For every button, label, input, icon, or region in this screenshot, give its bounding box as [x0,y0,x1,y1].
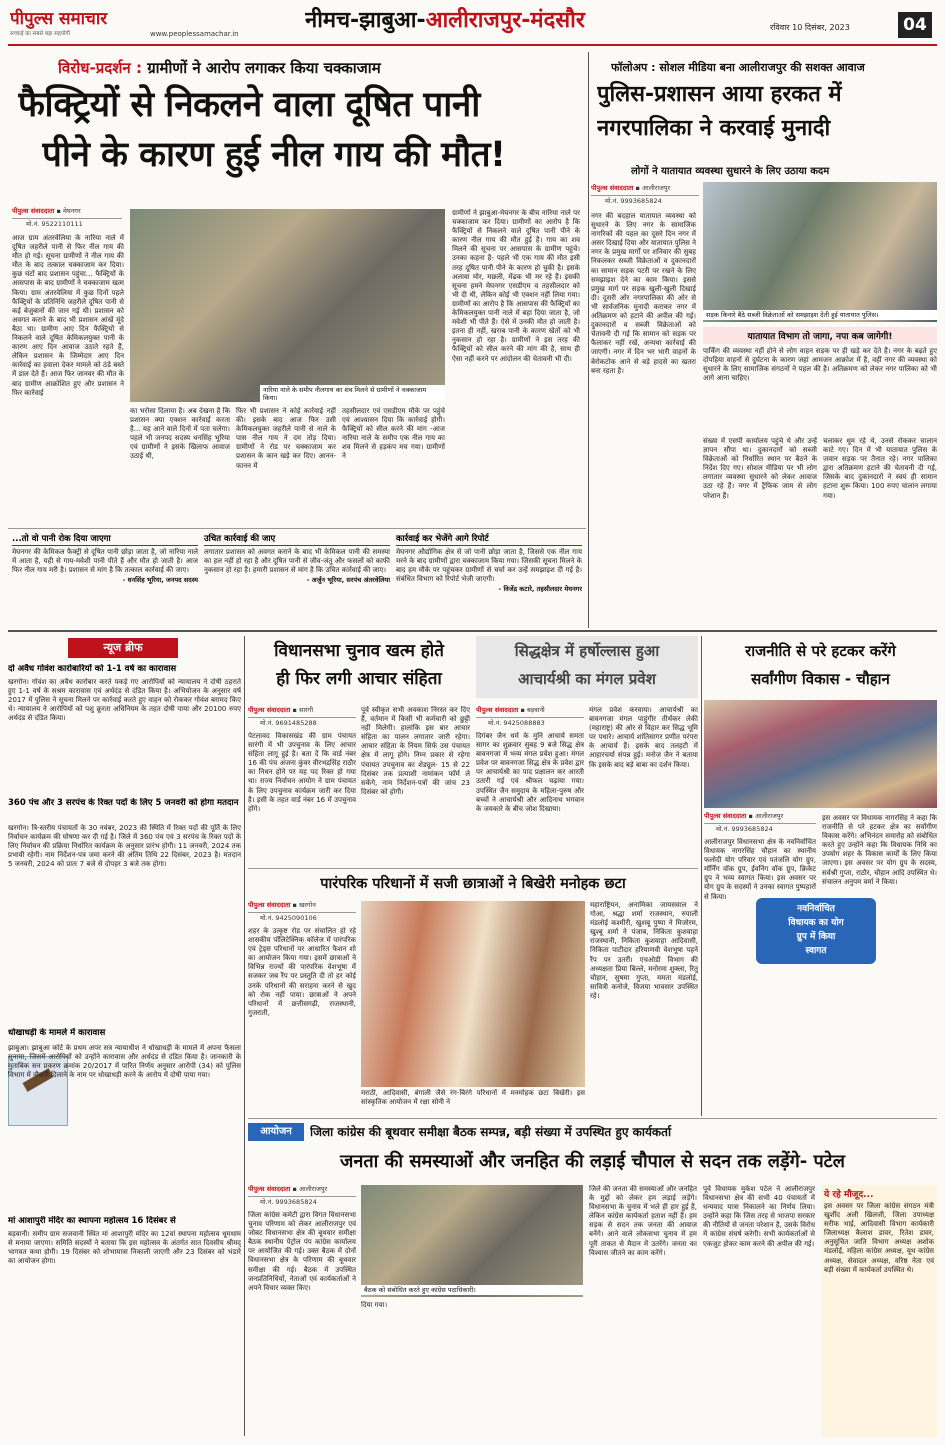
story-code-of-conduct [248,636,470,864]
story6-headline: पारंपरिक परिधानों में सजी छात्राओं ने बिखेरी मनोहक छटा [320,876,626,892]
story-acharya-entry [476,636,698,864]
story7-headline: जनता की समस्याओं और जनहित की लड़ाई चौपाल से सदन तक लड़ेंगे- पटेल [340,1151,845,1172]
story4-body-col2: मंगल प्रवेश करवाया। आचार्यश्री का बावनगजा मंगल पाहुंगीर तीर्थंकर लेकी (महाराष्ट्र) की ओर से विहार कर सिद्ध भूमि पर पधारे। आचार्य शांतिसागर प्रणीत परंपरा के आचार्य हैं। इसके बाद तलहटी में आहारचर्या संपन्न हुई। मनोज जैन ने बताया कि इसके बाद बड़े बाबा का दर्शन किया। [589,706,698,769]
story2-box-body: पार्किंग की व्यवस्था नहीं होने से लोग वाहन सड़क पर ही खड़े कर देते हैं। नगर के बढ़ते हुए दोपहिया वाहनों से दुर्घटना के कारण जहां आमजन आक्रोश में है, वहीं नगर की व्यवस्था को सुधारने के लिए सामाजिक संगठनों ने पहल की है। अतिक्रमण को लेकर नगर पालिका को भी आगे आना चाहिए। [703,347,937,383]
story2-byline-source: पीपुल्स संवाददाता [591,184,634,192]
column-rule-3 [701,636,702,1116]
story1-kicker-red: विरोध-प्रदर्शन : [58,59,142,77]
story-traffic-followup [591,52,937,626]
letter2 [204,533,390,625]
story7-sidebar [821,1185,937,1437]
story1-body-col1: आज ग्राम अंतरवेलिया के नारिया नाले में दूषित जहरीले पानी से फिर नील गाय की मौत हो गई। सूचना ग्रामीणों ने नील गाय की मौत के बाद तत्काल चक्काजाम कर दिया। कुछ घंटों बाद प्रशासन पहुंचा... फैक्ट्रियों के आसपास के बाद ग्रामीणों ने चक्काजाम खत्म किया। ग्राम अंतरवेलिया में कुछ दिनों पहले फैक्ट्रियों के प्रतिनिधि जहरीले दूषित पानी से कई बेजुबानों की जान गई थी। प्रशासन को अवगत कराने के बाद भी प्रशासन आंखें मूंदे बैठा था। ग्रामीण आए दिन फैक्ट्रियों से निकलने वाले दूषित केमिकलयुक्त पानी के कारण आए दिन आवाज उठाते रहते हैं, लेकिन प्रशासन के जिम्मेदार आए दिन कार्रवाई का हवाला देकर मामले को ठंडे बस्ते में डाल देते हैं। आज फिर जानवर की मौत के बाद ग्रामीण आक्रोशित हुए और प्रशासन ने फिर कार्रवाई [12,234,124,397]
story2-body-col1: नगर की बदहाल यातायात व्यवस्था को सुधारने के लिए नगर के सामाजिक नागरिकों की पहल का दूसरे दिन नगर में असर दिखाई दिया और यातायात पुलिस ने नगर के प्रमुख मार्गों पर शनिवार की सुबह निकलकर सब्जी विक्रेताओं व दुकानदारों का सामान सड़क पटरी पर रखने के लिए समझाइश देने का काम किया। इससे प्रमुख मार्ग पर सड़क खुली-खुली दिखाई दी। दूसरी ओर नगरपालिका की ओर से भी सार्वजनिक मुनादी कराकर नगर में अतिक्रमण को हटाने की अपील की गई। दुकानदारों व सब्जी विक्रेताओं को चेतावनी दी गई कि सामान को सड़क पर फैलाकर नहीं रखें, अन्यथा कार्रवाई की जाएगी। नगर में दिन भर भारी वाहनों के बेरोकटोक आने से बड़े हादसे का खतरा बना रहता है। [591,212,696,375]
story7-kicker: जिला कांग्रेस की बूथवार समीक्षा बैठक सम्पन्न, बड़ी संख्या में उपस्थित हुए कार्यकर्ता [310,1125,672,1139]
news-brief-column [8,636,241,1436]
story3-byline-place: सारंगी [298,706,314,714]
region-title-red: आलीराजपुर-मंदसौर [425,8,585,33]
story5-headline-line2: सर्वांगीण विकास - चौहान [751,670,890,688]
issue-date: रविवार 10 दिसंबर, 2023 [770,23,850,32]
story7-sidebar-body: इस अवसर पर जिला कांग्रेस संगठन मंत्री खुर्शीद अली खिलजी, जिला उपाध्यक्ष सरीफ भाई, आदिवासी विभाग कार्यकारी जिलाध्यक्ष कैलाश डावर, रितेश डावर, अनुसूचित जाति विभाग अध्यक्ष अशोक मंडलोई, महिला कांग्रेस अध्यक्ष, यूथ कांग्रेस अध्यक्ष, सेवादल अध्यक्ष, वरिष्ठ नेता एवं बड़ी संख्या में कार्यकर्ता उपस्थित थे। [824,1202,934,1274]
letter1-head: ...तो वो पानी रोक दिया जाएगा [12,533,198,546]
story1-mobile: मो.नं. 9522110111 [26,220,83,228]
letters-strip [8,528,586,626]
story5-badge [756,898,876,964]
story1-body-col2: ग्रामीणों ने झाबुआ-मेघनगर के बीच नारिया नाले पर चक्काजाम कर दिया। ग्रामीणों का आरोप है कि फैक्ट्रियों से निकलने वाले दूषित पानी पीने के कारण नील गाय की मौत हुई है। गाय का शव मिलने की सूचना पर आसपास के ग्रामीण पहुंचे। उनका कहना है- पहले भी एक गाय की मौत इसी तरह दूषित पानी पीने के कारण हो चुकी है। इसके अलावा मोर, मछली, मेंढक भी मर रहे हैं। इसकी सूचना हमने मेघनगर एसडीएम व तहसीलदार को भी दी थी, लेकिन कोई भी एक्शन नहीं लिया गया। ग्रामीणों का आरोप है कि आसपास की फैक्ट्रियों का केमिकलयुक्त पानी नाले में बहा दिया जाता है, जो मवेशी भी पीते हैं। ऐसे में उनकी मौत हो जाती है। इतना ही नहीं, खराब पानी के कारण खेतों को भी नुकसान हो रहा है। ग्रामीणों ने इस तरह की फैक्ट्रियों को सील करने की मांग की है, साथ ही ऐसा नहीं करने पर आंदोलन की चेतावनी भी दी। [452,209,580,363]
story1-body-col4: फिर भी प्रशासन ने कोई कार्रवाई नहीं की। इसके बाद आज फिर उसी केमिकलयुक्त जहरीले पानी से नाले के पास नील गाय ने दम तोड़ दिया। ग्रामीणों ने रोड पर चक्काजाम कर प्रशासन के कान खड़े कर दिए। आनन-फानन में [236,407,336,470]
story5-byline: पीपुल्स संवाददाता ▪ आलीराजपुर मो.नं. 9993685824 [704,812,816,836]
letter1-sign: - धनसिंह भूरिया, जनपद सदस्य [122,576,198,585]
story7-photo [361,1185,583,1297]
brief1-head: दो अवैध गोवंश कारोबारियों को 1-1 वर्ष का कारावास [8,664,177,674]
story5-mobile: मो.नं. 9993685824 [716,825,773,833]
story3-mobile: मो.नं. 9691485288 [260,719,317,727]
brief4-head: मां आशापुरी मंदिर का स्थापना महोत्सव 16 दिसंबर से [8,1216,176,1226]
story4-mobile: मो.नं. 9425088883 [488,719,545,727]
story6-byline-place: खरगोन [298,901,316,909]
letter3-sign: - विजेंद्र कटारे, तहसीलदार मेघनगर [498,585,582,594]
logo-tagline: सच्चाई का सबसे बड़ा सहयोगी [10,31,70,36]
story6-byline: पीपुल्स संवाददाता ▪ खरगोन मो.नं. 9425090106 [248,901,356,925]
story7-mobile: मो.नं. 9993685824 [260,1198,317,1206]
letter3-head: कार्रवाई कर भेजेंगे आगे रिपोर्ट [396,533,582,546]
story1-headline-line2: पीने के कारण हुई नील गाय की मौत! [42,135,506,175]
story-traditional-dress [248,868,698,1114]
story4-byline-place: बड़वानी [526,706,545,714]
story7-byline-source: पीपुल्स संवाददाता [248,1185,291,1193]
story1-byline: पीपुल्स संवाददाता ▪ मेघनगर मो.नं. 9522110111 [12,207,122,231]
brief1-body: खरगोन। गोवंश का अवैध कारोबार करते पकड़े गए आरोपियों को न्यायालय ने दोषी ठहराते हुए 1-1 वर्ष के सश्रम कारावास एवं अर्थदंड से दंडित किया है। अभियोजन के अनुसार वर्ष 2017 में पुलिस ने सूचना मिलने पर कार्रवाई करते हुए वाहन को रोककर गोवंश बरामद किए थे। न्यायालय ने आरोपियों को पशु क्रूरता अधिनियम के तहत दोषी पाया और 20100 रुपए अर्थदंड से दंडित किया। [8,678,241,723]
story2-subheadline: लोगों ने यातायात व्यवस्था सुधारने के लिए उठाया कदम [631,166,830,177]
story2-photo-caption: सड़क किनारे बैठे सब्जी विक्रेताओं को समझाइश देती हुई यातायात पुलिस। [703,310,937,320]
letter3 [396,533,582,625]
news-brief-label: न्यूज ब्रीफ [68,638,178,658]
letter3-body: मेघनगर औद्योगिक क्षेत्र से जो पानी छोड़ा जाता है, जिससे एक नील गाय मरने के बाद ग्रामीणों द्वारा चक्काजाम किया गया। जिसकी सूचना मिलने के बाद हम मौके पर पहुंचकर ग्रामीणों से चर्चा कर उन्हें समझाइश दी गई है। संबंधित विभाग को रिपोर्ट भेजी जाएगी। [396,548,582,584]
story7-sidebar-head: ये रहे मौजूद... [824,1190,874,1200]
story3-body-col1: पेटलावद विकासखंड की ग्राम पंचायत सारंगी में भी उपचुनाव के लिए आचार संहिता लागू हुई है। बता दें कि वार्ड नंबर 16 की पंच अंजना कुंवर वीरभद्रसिंह राठौर का निधन होने पर यह पद रिक्त हो गया था। राज्य निर्वाचन आयोग ने ग्राम पंचायत के लिए उपचुनाव कार्यक्रम जारी कर दिया है। इसी के तहत वार्ड नंबर 16 में उपचुनाव होंगे। [248,732,356,813]
story3-headline-line2: ही फिर लगी आचार संहिता [276,669,442,689]
masthead [0,0,945,48]
story5-body-col1: आलीराजपुर विधानसभा क्षेत्र के नवनिर्वाचित विधायक नागरसिंह चौहान का स्थानीय फलोदी योग परिवार एवं पतंजलि योग ग्रुप, मॉर्निंग वॉक ग्रुप, ईवनिंग वॉक ग्रुप, क्रिकेट ग्रुप ने भव्य स्वागत किया। इस अवसर पर योग ग्रुप के सदस्यों ने उनका स्वागत पुष्पहारों से किया। [704,838,816,901]
story1-photo-caption: नारिया नाले के समीप नीलगाय का शव मिलने से ग्रामीणों ने चक्काजाम किया। [260,385,445,402]
story5-byline-place: आलीराजपुर [754,812,784,820]
story4-headline-line1: सिद्धक्षेत्र में हर्षोल्लास हुआ [514,642,660,660]
story-nilgai-death [8,52,586,524]
region-title [305,6,675,40]
story7-body-col2: दिया गया। [361,1301,388,1309]
story7-body-col4: पूर्व विधायक मुकेश पटेल ने आलीराजपुर विधानसभा क्षेत्र की सभी 40 पंचायतों में धन्यवाद यात्रा निकालने का निर्णय लिया। उन्होंने कहा कि जिस तरह से भाजपा सरकार की नीतियों से जनता परेशान है, उसके विरोध में कांग्रेस संघर्ष करेगी। सभी कार्यकर्ताओं से एकजुट होकर काम करने की अपील की गई। [703,1185,815,1248]
story1-headline-line1: फैक्ट्रियों से निकलने वाला दूषित पानी [18,85,480,125]
story5-photo [704,700,937,808]
story2-body-col2: संख्या में एसपी कार्यालय पहुंचे थे और उन्हें ज्ञापन सौंपा था। दुकानदारों को सब्जी विक्रेताओं को निर्धारित स्थान पर बैठने के निर्देश दिए गए। सोशल मीडिया पर भी लोग लगातार व्यवस्था सुधारने को लेकर आवाज उठा रहे हैं। नगर में ट्रैफिक जाम से लोग परेशान हैं। [703,437,817,500]
brief3-head: धोखाधड़ी के मामले में कारावास [8,1028,106,1038]
story6-photo [361,901,585,1087]
column-rule-2 [588,52,589,628]
story5-headline-line1: राजनीति से परे हटकर करेंगे [745,642,896,660]
story6-body-col1: शहर के उत्कृष्ट रोड पर संचालित हो रहे शासकीय पॉलिटेक्निक कॉलेज में पारंपरिक एवं ट्रेड्स परिधानों पर आधारित फैशन शो का आयोजन किया गया। इसमें छात्राओं ने विभिन्न राज्यों की पारंपरिक वेशभूषा में सजकर जब रैंप पर प्रस्तुति दी तो हर कोई उनके परिधानों की सराहना करने से खुद को रोक नहीं पाया। छात्राओं ने अपने परिधानों में छत्तीसगढ़ी, राजस्थानी, गुजराती, [248,927,356,1017]
section-divider [8,630,937,632]
story2-body-col3: चलाकर धूम रहे थे, उनसे रोककर चालान काटे गए। दिन में भी यातायात पुलिस के जवान सड़क पर तैनात रहे। नगर पालिका द्वारा अतिक्रमण हटाने की चेतावनी दी गई, जिसके बाद दुकानदारों ने स्वयं ही सामान हटाना शुरू किया। 100 रुपए चालान लगाया गया। [823,437,937,500]
story2-mobile: मो.नं. 9993685824 [605,197,662,205]
story2-byline: पीपुल्स संवाददाता ▪ आलीराजपुर मो.नं. 9993685824 [591,184,699,208]
story4-byline-source: पीपुल्स संवाददाता [476,706,519,714]
story1-kicker-black: ग्रामीणों ने आरोप लगाकर किया चक्काजाम [147,59,381,77]
site-url[interactable]: www.peoplessamachar.in [150,30,239,38]
brief2-head: 360 पंच और 3 सरपंच के रिक्त पदों के लिए 5 जनवरी को होगा मतदान [8,798,239,808]
story3-headline-line1: विधानसभा चुनाव खत्म होते [274,641,444,661]
badge-line2: विधायक का योग [788,918,844,928]
story3-byline-source: पीपुल्स संवाददाता [248,706,291,714]
story7-kicker-label: आयोजन [248,1123,304,1141]
story1-byline-source: पीपुल्स संवाददाता [12,207,55,215]
story5-byline-source: पीपुल्स संवाददाता [704,812,747,820]
story6-body-col3: महाराष्ट्रियन, अनामिका जायसवाल ने गोआ, श्रद्धा शर्मा राजस्थान, रुपाली मंडलोई कश्मीरी, खुशबू पुष्पा ने मिजोरम, खुश्बू शर्मा ने पंजाब, निकिता कुशवाहा राजस्थानी, निकिता कुशवाहा आदिवासी, निकिता पाटीदार हरियाणवी वेशभूषा पहने रैंप पर उतरीं। एचओडी विभाग की अध्यक्षता प्रिया बिल्ले, मनोरमा शुक्ला, रितु चौहान, सुषमा गुप्ता, ममता मंडलोई, सावित्री कनोजे, विजया भावसार उपस्थित रहे। [590,901,698,1000]
story2-kicker: फॉलोअप : सोशल मीडिया बना आलीराजपुर की सशक्त आवाज [611,61,865,74]
badge-line1: नवनिर्वाचित [797,904,835,914]
brief4-body: बड़वानी। समीप ग्राम सजवानी स्थित मां आशापुरी मंदिर का 12वां स्थापना महोत्सव धूमधाम से मनाया जाएगा। समिति सदस्यों ने बताया कि इस महोत्सव के अंतर्गत सात दिवसीय श्रीमद् भागवत कथा होगी। 19 दिसंबर को शोभायात्रा निकाली जाएगी और 23 दिसंबर को भंडारे का आयोजन होगा। [8,1230,241,1266]
story2-box-head: यातायात विभाग तो जागा, नपा कब जागेगी! [703,327,937,344]
story3-byline: पीपुल्स संवाददाता ▪ सारंगी मो.नं. 9691485288 [248,706,356,730]
page-number: 04 [898,12,932,38]
story2-headline-line2: नगरपालिका ने करवाई मुनादी [597,116,831,141]
story7-byline: पीपुल्स संवाददाता ▪ आलीराजपुर मो.नं. 9993685824 [248,1185,356,1209]
region-title-black: नीमच-झाबुआ- [305,8,426,33]
story2-byline-place: आलीराजपुर [641,184,671,192]
story1-photo [130,209,445,402]
masthead-divider [8,44,937,46]
brief2-body: खरगोन। त्रि-स्तरीय पंचायतों के 30 नवंबर, 2023 की स्थिति में रिक्त पदों की पूर्ति के लिए निर्वाचन कार्यक्रम की घोषणा कर दी गई है। जिले में 360 पंच एवं 3 सरपंच के रिक्त पदों के लिए निर्वाचन की प्रक्रिया निर्धारित कार्यक्रम के अनुसार प्रारंभ होगी। 11 जनवरी, 2024 तक प्रभावी रहेगी। नाम निर्देशन-पत्र जमा करने की अंतिम तिथि 22 दिसंबर, 2023 है। मतदान 5 जनवरी, 2024 को प्रातः 7 बजे से दोपहर 3 बजे तक होगा। [8,824,241,869]
story4-body-col1: दिगंबर जैन धर्म के मुनि आचार्य समता सागर का शुक्रवार सुबह 9 बजे सिद्ध क्षेत्र बावनगजा में भव्य मंगल प्रवेश हुआ। मंगल प्रवेश पर बावनगजा सिद्ध क्षेत्र के प्रवेश द्वार पर आचार्यश्री का पाद प्रक्षालन कर आरती उतारी गई एवं श्रीफल चढ़ाया गया। उपस्थित जैन समुदाय के महिला-पुरुष और बच्चों ने आचार्यश्री और आदिनाथ भगवान के जयकारे के बीच जोश दिखाया। [476,732,584,813]
story6-mobile: मो.नं. 9425090106 [260,914,317,922]
story2-box [703,327,937,432]
letter2-sign: - अर्जुन भूरिया, सरपंच अंतरवेलिया [306,576,390,585]
letter2-body: लगातार प्रशासन को अवगत कराने के बाद भी केमिकल पानी की समस्या का हल नहीं हो रहा है और दूषित पानी से जीव-जंतु और फसलों को काफी नुकसान हो रहा है। हमारी प्रशासन से मांग है कि उचित कार्रवाई की जाए। [204,548,390,575]
story7-photo-caption: बैठक को संबोधित करते हुए कांग्रेस पदाधिकारी। [361,1285,583,1295]
story1-body-col5: तहसीलदार एवं एसडीएम मौके पर पहुंचे एवं आश्वासन दिया कि कार्रवाई होगी। फैक्ट्रियों को सील करने की मांग -आज नारिया नाले के समीप एक नील गाय का शव मिलने से हड़कंप मच गया। ग्रामीणों ने [342,407,445,461]
story-chouhan-development [704,636,937,1116]
logo-text: पीपुल्स समाचार [10,9,108,29]
story2-photo [703,182,937,322]
story4-headline-line2: आचार्यश्री का मंगल प्रवेश [518,670,656,688]
letter1 [12,533,198,625]
story6-byline-source: पीपुल्स संवाददाता [248,901,291,909]
badge-line3: ग्रुप में किया [796,932,836,942]
story4-byline: पीपुल्स संवाददाता ▪ बड़वानी मो.नं. 9425088883 [476,706,584,730]
letter2-head: उचित कार्रवाई की जाए [204,533,390,546]
story1-byline-place: मेघनगर [62,207,81,215]
story7-byline-place: आलीराजपुर [298,1185,328,1193]
column-rule-1 [244,636,245,1436]
story-congress-review [248,1118,937,1438]
brief3-body: झाबुआ। झाबुआ कोर्ट के प्रथम अपर सत्र न्यायाधीश ने धोखाधड़ी के मामले में अपना फैसला सुनाया, जिसमें आरोपियों को उन्होंने कारावास और अर्थदंड से दंडित किया है। जानकारी के मुताबिक सन प्रकरण क्रमांक 20/2017 में पारित निर्णय अनुसार आरोपी (34) को पुलिस विभाग में नौकरी दिलाने के नाम पर धोखाधड़ी करने के आरोप में दोषी पाया गया। [8,1044,241,1080]
letter1-body: मेघनगर की केमिकल फैक्ट्री से दूषित पानी छोड़ा जाता है, जो नारिया नाले में आता है, यही से गाय-मवेशी पानी पीते हैं और मौत हो जाती है। आज फिर नील गाय मरी है। प्रशासन से मांग है कि तत्काल कार्रवाई की जाए। [12,548,198,575]
story5-body-col2: इस अवसर पर विधायक नागरसिंह ने कहा कि राजनीति से परे हटकर क्षेत्र का सर्वांगीण विकास करेंगे। अभिनंदन समारोह को संबोधित करते हुए उन्होंने कहा कि विधायक निधि का उपयोग शहर के विकास कार्यों के लिए किया जाएगा। इस अवसर पर योग ग्रुप के सदस्य, सर्वश्री गुप्ता, राठौर, चौहान आदि उपस्थित थे। संचालन अनुपम वर्मा ने किया। [822,814,937,886]
story6-body-col2: मराठी, आदिवासी, बंगाली जैसे रंग-बिरंगे परिधानों में मनमोहक छटा बिखेरी। इस सांस्कृतिक आयोजन में रक्षा सोनी ने [361,1089,585,1107]
story7-body-col1: जिला कांग्रेस कमेटी द्वारा विगत विधानसभा चुनाव परिणाम को लेकर आलीराजपुर एवं जोबट विधानसभा क्षेत्र की बूथवार समीक्षा बैठक स्थानीय पेट्रोल पंप कांग्रेस कार्यालय पर आयोजित की गई। उक्त बैठक में दोनों विधानसभा क्षेत्र के परिणाम की बूथवार समीक्षा की गई। बैठक में उपस्थित जनप्रतिनिधियों, नेताओं एवं कार्यकर्ताओं ने अपने विचार व्यक्त किए। [248,1211,356,1292]
story1-body-col3: का भरोसा दिलाया है। अब देखना है कि प्रशासन क्या एक्शन कार्रवाई करता है... यह आने वाले दिनों में पता चलेगा। पहले भी जनपद सदस्य धनसिंह भूरिया एवं ग्रामीणों ने इसके खिलाफ आवाज उठाई थी, [130,407,230,461]
story1-kicker [58,58,578,78]
badge-line4: स्वागत [805,946,827,956]
story7-body-col3: जिले की जनता की समस्याओं और जनहित के मुद्दों को लेकर हम लड़ाई लड़ेंगे। विधानसभा के चुनाव में भले ही हार हुई है, लेकिन कांग्रेस कार्यकर्ता हताश नहीं हैं। हम सड़क से सदन तक जनता की आवाज बनेंगे। आने वाले लोकसभा चुनाव में हम पूरी ताकत से मैदान में उतरेंगे। जनता का विश्वास जीतने का काम करेंगे। [589,1185,697,1257]
story2-headline-line1: पुलिस-प्रशासन आया हरकत में [597,82,842,107]
story3-body-col2: पूर्व स्वीकृत सभी अवकाश निरस्त कर दिए हैं, वर्तमान में किसी भी कर्मचारी को छुट्टी नहीं मिलेगी। हालांकि इस बार आचार संहिता का पालन लगातार जारी रहेगा। आचार संहिता के नियम सिर्फ उस पंचायत क्षेत्र में लागू होंगे। निम्न प्रकार से रहेगा पंचायत उपचुनाव का शेड्यूल- 15 से 22 दिसंबर तक प्रत्याशी नामांकन फॉर्म ले सकेंगे, नाम निर्देशन-पत्रों की जांच 23 दिसंबर को होगी। [361,706,470,796]
